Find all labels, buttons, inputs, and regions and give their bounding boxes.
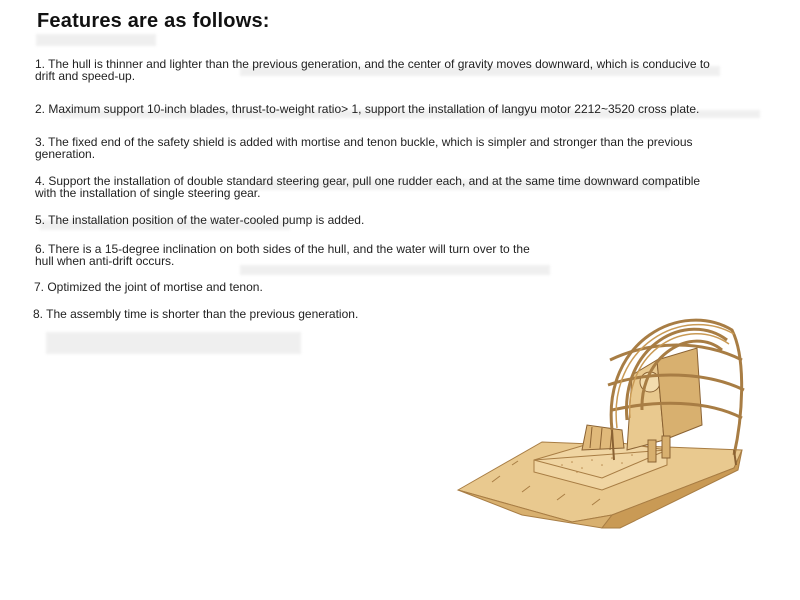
- airboat-illustration: [452, 300, 752, 535]
- feature-item-6: 6. There is a 15-degree inclination on both sides of the hull, and the water will turn over to the hull when anti-drift occurs.: [35, 242, 530, 268]
- ghost-text: [36, 34, 156, 46]
- ghost-text: [46, 332, 301, 354]
- feature-item-8: 8. The assembly time is shorter than the previous generation.: [33, 307, 359, 321]
- feature-item-5: 5. The installation position of the water-cooled pump is added.: [35, 213, 365, 227]
- page-title: Features are as follows:: [37, 10, 270, 32]
- feature-item-4: 4. Support the installation of double standard steering gear, pull one rudder each, and at the same time downward compatible with the installation of single steering gear.: [35, 174, 701, 200]
- seat: [582, 425, 624, 450]
- feature-item-7: 7. Optimized the joint of mortise and tenon.: [34, 280, 263, 294]
- feature-item-2: 2. Maximum support 10-inch blades, thrust-to-weight ratio> 1, support the installation of langyu motor 2212~3520 cross plate.: [35, 102, 700, 116]
- feature-item-3: 3. The fixed end of the safety shield is added with mortise and tenon buckle, which is simpler and stronger than the previous generation.: [35, 135, 693, 161]
- feature-item-1: 1. The hull is thinner and lighter than the previous generation, and the center of gravity moves downward, which is conducive to drift and speed-up.: [35, 57, 710, 83]
